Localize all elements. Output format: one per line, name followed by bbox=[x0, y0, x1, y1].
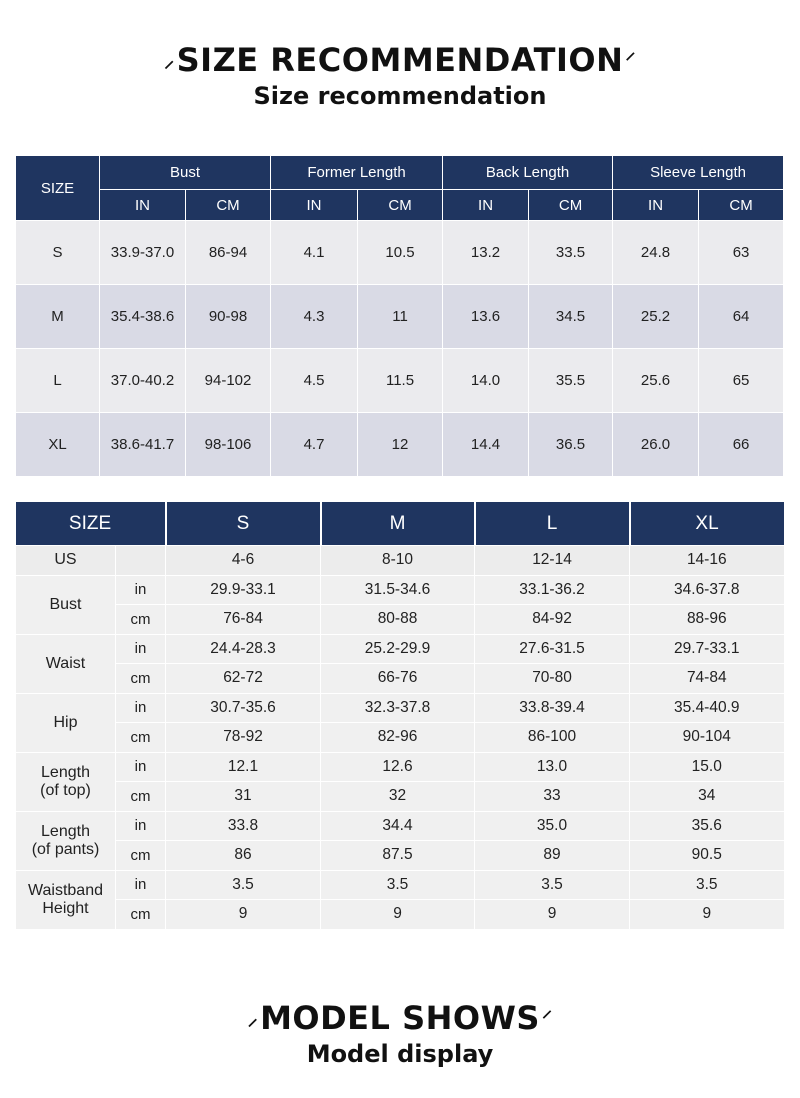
size-column-header: M bbox=[321, 502, 475, 546]
table-row bbox=[16, 546, 784, 576]
value-cell: 31.5-34.6 bbox=[321, 575, 475, 605]
value-cell: 24.4-28.3 bbox=[166, 634, 321, 664]
value-cell: 78-92 bbox=[166, 723, 321, 753]
value-cell: 33 bbox=[475, 782, 630, 812]
value-cell: 25.6 bbox=[613, 349, 699, 413]
value-cell: 33.8-39.4 bbox=[475, 693, 630, 723]
section-title: MODEL SHOWS bbox=[260, 999, 540, 1037]
unit-cell: in bbox=[116, 752, 166, 782]
value-cell: 66-76 bbox=[321, 664, 475, 694]
value-cell: 14-16 bbox=[630, 546, 784, 576]
value-cell: 66 bbox=[699, 413, 784, 477]
value-cell: 64 bbox=[699, 285, 784, 349]
value-cell: 12-14 bbox=[475, 546, 630, 576]
value-cell: 30.7-35.6 bbox=[166, 693, 321, 723]
column-group-former-length: Former Length bbox=[271, 156, 443, 190]
value-cell: 3.5 bbox=[475, 870, 630, 900]
value-cell: 4.5 bbox=[271, 349, 358, 413]
value-cell: 15.0 bbox=[630, 752, 784, 782]
unit-cell: cm bbox=[116, 782, 166, 812]
value-cell: 27.6-31.5 bbox=[475, 634, 630, 664]
value-cell: 11 bbox=[358, 285, 443, 349]
model-shows-heading bbox=[0, 998, 800, 1070]
value-cell: 62-72 bbox=[166, 664, 321, 694]
value-cell: 70-80 bbox=[475, 664, 630, 694]
unit-cell: in bbox=[116, 634, 166, 664]
unit-cell: cm bbox=[116, 841, 166, 871]
size-recommendation-heading bbox=[0, 40, 800, 112]
value-cell: 76-84 bbox=[166, 605, 321, 635]
us-label: US bbox=[16, 546, 116, 576]
table-row bbox=[16, 664, 784, 694]
value-cell: 12.6 bbox=[321, 752, 475, 782]
unit-header: CM bbox=[358, 190, 443, 221]
value-cell: 33.8 bbox=[166, 811, 321, 841]
value-cell: 89 bbox=[475, 841, 630, 871]
column-group-back-length: Back Length bbox=[443, 156, 613, 190]
unit-header: CM bbox=[699, 190, 784, 221]
measure-label: Waistband Height bbox=[16, 870, 116, 929]
value-cell: 35.4-38.6 bbox=[100, 285, 186, 349]
value-cell: 84-92 bbox=[475, 605, 630, 635]
value-cell: 87.5 bbox=[321, 841, 475, 871]
right-quote-mark-icon: ⸍ bbox=[625, 48, 636, 72]
unit-header: CM bbox=[529, 190, 613, 221]
value-cell: 10.5 bbox=[358, 221, 443, 285]
right-quote-mark-icon: ⸍ bbox=[541, 1006, 553, 1030]
column-group-sleeve-length: Sleeve Length bbox=[613, 156, 784, 190]
size-cell: XL bbox=[16, 413, 100, 477]
value-cell: 90.5 bbox=[630, 841, 784, 871]
table-row bbox=[16, 811, 784, 841]
value-cell: 13.2 bbox=[443, 221, 529, 285]
unit-header: IN bbox=[271, 190, 358, 221]
value-cell: 14.4 bbox=[443, 413, 529, 477]
unit-cell: cm bbox=[116, 900, 166, 929]
value-cell: 80-88 bbox=[321, 605, 475, 635]
value-cell: 34.5 bbox=[529, 285, 613, 349]
value-cell: 29.7-33.1 bbox=[630, 634, 784, 664]
table-row bbox=[16, 693, 784, 723]
value-cell: 11.5 bbox=[358, 349, 443, 413]
left-quote-mark-icon: ⸝ bbox=[247, 1006, 259, 1030]
size-cell: S bbox=[16, 221, 100, 285]
value-cell: 65 bbox=[699, 349, 784, 413]
unit-cell: cm bbox=[116, 723, 166, 753]
unit-cell: cm bbox=[116, 605, 166, 635]
value-cell: 4.7 bbox=[271, 413, 358, 477]
value-cell: 32.3-37.8 bbox=[321, 693, 475, 723]
measurement-table-bottom bbox=[15, 502, 784, 929]
value-cell: 12.1 bbox=[166, 752, 321, 782]
value-cell: 86-94 bbox=[186, 221, 271, 285]
table-row bbox=[16, 841, 784, 871]
value-cell: 4.1 bbox=[271, 221, 358, 285]
unit-header: IN bbox=[100, 190, 186, 221]
value-cell: 29.9-33.1 bbox=[166, 575, 321, 605]
value-cell: 31 bbox=[166, 782, 321, 812]
value-cell: 9 bbox=[321, 900, 475, 929]
value-cell: 35.5 bbox=[529, 349, 613, 413]
table-row bbox=[16, 285, 784, 349]
measure-label: Length (of pants) bbox=[16, 811, 116, 870]
value-cell: 37.0-40.2 bbox=[100, 349, 186, 413]
value-cell: 32 bbox=[321, 782, 475, 812]
table-row bbox=[16, 870, 784, 900]
size-cell: M bbox=[16, 285, 100, 349]
value-cell: 90-98 bbox=[186, 285, 271, 349]
value-cell: 24.8 bbox=[613, 221, 699, 285]
measure-label: Waist bbox=[16, 634, 116, 693]
table-row bbox=[16, 900, 784, 929]
measure-label: Bust bbox=[16, 575, 116, 634]
table-row bbox=[16, 221, 784, 285]
page-subtitle: Size recommendation bbox=[253, 82, 547, 110]
measurement-table-top bbox=[15, 155, 784, 477]
value-cell: 90-104 bbox=[630, 723, 784, 753]
value-cell: 4-6 bbox=[166, 546, 321, 576]
measure-label: Length (of top) bbox=[16, 752, 116, 811]
value-cell: 3.5 bbox=[630, 870, 784, 900]
value-cell: 4.3 bbox=[271, 285, 358, 349]
value-cell: 25.2 bbox=[613, 285, 699, 349]
value-cell: 9 bbox=[475, 900, 630, 929]
unit-cell: in bbox=[116, 811, 166, 841]
value-cell: 9 bbox=[630, 900, 784, 929]
unit-cell: in bbox=[116, 693, 166, 723]
unit-cell: in bbox=[116, 575, 166, 605]
size-header: SIZE bbox=[16, 156, 100, 221]
value-cell: 33.9-37.0 bbox=[100, 221, 186, 285]
size-column-header: L bbox=[475, 502, 630, 546]
size-header: SIZE bbox=[16, 502, 166, 546]
section-subtitle: Model display bbox=[306, 1040, 494, 1068]
value-cell: 33.1-36.2 bbox=[475, 575, 630, 605]
value-cell: 35.0 bbox=[475, 811, 630, 841]
value-cell: 88-96 bbox=[630, 605, 784, 635]
table-row bbox=[16, 752, 784, 782]
value-cell: 26.0 bbox=[613, 413, 699, 477]
column-group-bust: Bust bbox=[100, 156, 271, 190]
table-row bbox=[16, 349, 784, 413]
value-cell: 12 bbox=[358, 413, 443, 477]
measure-label: Hip bbox=[16, 693, 116, 752]
table-row bbox=[16, 575, 784, 605]
size-column-header: S bbox=[166, 502, 321, 546]
unit-header: IN bbox=[443, 190, 529, 221]
value-cell: 98-106 bbox=[186, 413, 271, 477]
value-cell: 13.0 bbox=[475, 752, 630, 782]
value-cell: 35.6 bbox=[630, 811, 784, 841]
value-cell: 94-102 bbox=[186, 349, 271, 413]
value-cell: 13.6 bbox=[443, 285, 529, 349]
table-row bbox=[16, 782, 784, 812]
value-cell: 34.6-37.8 bbox=[630, 575, 784, 605]
value-cell: 25.2-29.9 bbox=[321, 634, 475, 664]
page-title: SIZE RECOMMENDATION bbox=[176, 41, 624, 79]
table-row bbox=[16, 413, 784, 477]
table-row bbox=[16, 605, 784, 635]
value-cell: 34.4 bbox=[321, 811, 475, 841]
value-cell: 8-10 bbox=[321, 546, 475, 576]
size-column-header: XL bbox=[630, 502, 784, 546]
table-row bbox=[16, 723, 784, 753]
value-cell: 82-96 bbox=[321, 723, 475, 753]
unit-header: IN bbox=[613, 190, 699, 221]
value-cell: 86 bbox=[166, 841, 321, 871]
value-cell: 14.0 bbox=[443, 349, 529, 413]
value-cell: 34 bbox=[630, 782, 784, 812]
value-cell: 3.5 bbox=[166, 870, 321, 900]
value-cell: 74-84 bbox=[630, 664, 784, 694]
value-cell: 63 bbox=[699, 221, 784, 285]
unit-cell-empty bbox=[116, 546, 166, 576]
table-row bbox=[16, 634, 784, 664]
value-cell: 35.4-40.9 bbox=[630, 693, 784, 723]
value-cell: 38.6-41.7 bbox=[100, 413, 186, 477]
size-cell: L bbox=[16, 349, 100, 413]
value-cell: 9 bbox=[166, 900, 321, 929]
unit-cell: in bbox=[116, 870, 166, 900]
unit-header: CM bbox=[186, 190, 271, 221]
unit-cell: cm bbox=[116, 664, 166, 694]
value-cell: 33.5 bbox=[529, 221, 613, 285]
value-cell: 3.5 bbox=[321, 870, 475, 900]
value-cell: 86-100 bbox=[475, 723, 630, 753]
value-cell: 36.5 bbox=[529, 413, 613, 477]
left-quote-mark-icon: ⸝ bbox=[164, 48, 175, 72]
